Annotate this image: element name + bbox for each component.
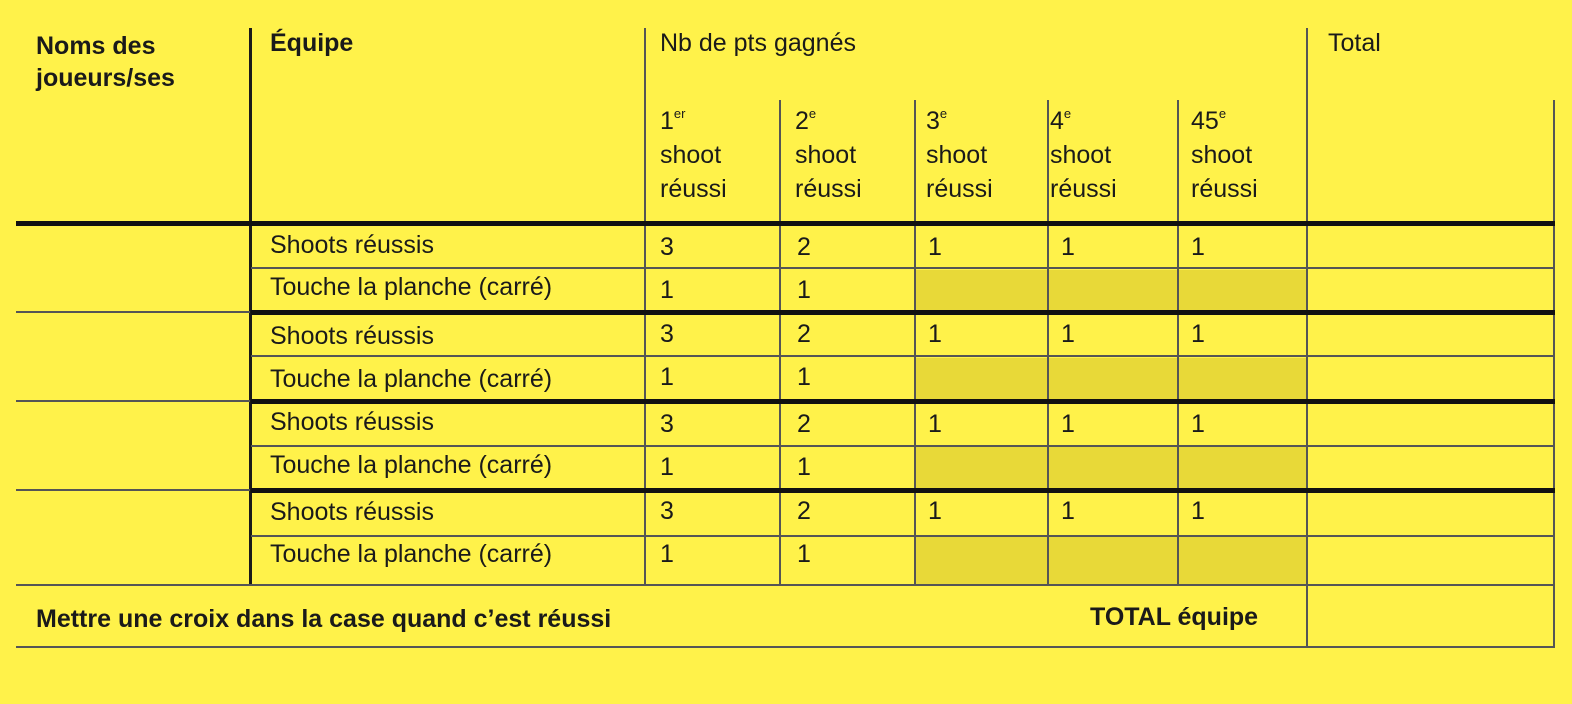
shaded-cell [916,447,1307,489]
column-divider-team [644,28,646,584]
row-label-board: Touche la planche (carré) [270,451,553,479]
column-divider-shot-4 [1177,100,1179,584]
shot-word: shoot [926,141,988,169]
points-cell: 1 [928,410,942,438]
shot-number: 4 [1050,107,1064,135]
points-cell: 1 [797,453,811,481]
points-cell: 3 [660,497,674,525]
footer-top-rule [16,584,1555,586]
column-divider-total [1306,28,1308,648]
points-cell: 3 [660,320,674,348]
shot-ordinal: e [939,106,948,121]
shot-ordinal: er [673,106,686,121]
shot-number: 45 [1191,107,1219,135]
shot-1-header [660,104,727,206]
points-cell: 1 [660,276,674,304]
footer-bottom-rule [16,646,1555,648]
points-cell: 1 [1061,320,1075,348]
shot-ordinal: e [808,106,817,121]
shot-ordinal: e [1063,106,1072,121]
row-label-shots: Shoots réussis [270,498,434,526]
row-label-shots: Shoots réussis [270,231,434,259]
success-word: réussi [795,175,862,203]
group-rule-left [16,311,250,313]
points-cell: 2 [797,410,811,438]
column-divider-players [249,28,252,584]
points-cell: 1 [1191,233,1205,261]
points-cell: 3 [660,233,674,261]
points-cell: 1 [660,540,674,568]
shot-word: shoot [1050,141,1112,169]
points-cell: 1 [1191,497,1205,525]
shot-4-header [1050,104,1117,206]
points-cell: 1 [1061,497,1075,525]
points-cell: 1 [1061,410,1075,438]
row-label-shots: Shoots réussis [270,408,434,436]
column-divider-shot-1 [779,100,781,584]
points-cell: 2 [797,233,811,261]
points-cell: 2 [797,497,811,525]
group-rule [251,399,1555,404]
points-cell: 1 [928,497,942,525]
shot-3-header [926,104,993,206]
shot-word: shoot [660,141,722,169]
success-word: réussi [926,175,993,203]
points-cell: 1 [660,363,674,391]
shot-5-header [1191,104,1258,206]
points-cell: 3 [660,410,674,438]
row-label-board: Touche la planche (carré) [270,540,553,568]
shot-ordinal: e [1218,106,1227,121]
shaded-cell [916,537,1307,584]
points-cell: 1 [1191,410,1205,438]
shot-word: shoot [795,141,857,169]
row-label-board: Touche la planche (carré) [270,365,553,393]
team-total-label: TOTAL équipe [1090,603,1259,631]
points-cell: 1 [797,540,811,568]
points-cell: 1 [1191,320,1205,348]
shot-number: 3 [926,107,940,135]
shot-number: 2 [795,107,809,135]
group-rule [251,310,1555,315]
team-column-header: Équipe [270,29,354,57]
total-column-header: Total [1328,29,1381,57]
shot-2-header [795,104,862,206]
group-rule-left [16,400,250,402]
footer-instruction: Mettre une croix dans la case quand c’est réussi [36,605,612,633]
column-divider-shot-2 [914,100,916,584]
success-word: réussi [660,175,727,203]
success-word: réussi [1050,175,1117,203]
row-label-shots: Shoots réussis [270,322,434,350]
points-cell: 1 [1061,233,1075,261]
row-rule [251,355,1555,357]
row-rule [251,445,1555,447]
points-cell: 1 [797,363,811,391]
group-rule-left [16,489,250,491]
row-label-board: Touche la planche (carré) [270,273,553,301]
group-rule [251,488,1555,493]
points-cell: 2 [797,320,811,348]
row-rule [251,535,1555,537]
success-word: réussi [1191,175,1258,203]
points-cell: 1 [660,453,674,481]
header-rule [16,221,1555,226]
table-right-edge [1553,100,1555,648]
shaded-cell [916,358,1307,400]
points-group-header: Nb de pts gagnés [660,29,856,57]
points-cell: 1 [928,320,942,348]
points-cell: 1 [797,276,811,304]
shot-number: 1 [660,107,674,135]
shot-word: shoot [1191,141,1253,169]
players-column-header: Noms des joueurs/ses [36,32,175,92]
shaded-cell [916,270,1307,312]
points-cell: 1 [928,233,942,261]
row-rule [251,267,1555,269]
column-divider-shot-3 [1047,100,1049,584]
